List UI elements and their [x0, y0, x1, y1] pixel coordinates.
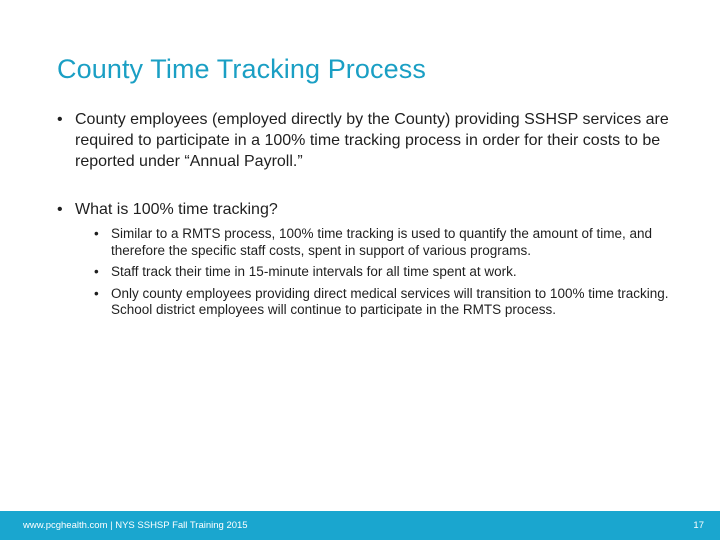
footer-text: www.pcghealth.com | NYS SSHSP Fall Training 2015	[23, 520, 248, 531]
bullet-item	[57, 109, 687, 172]
bullet-icon: •	[94, 264, 99, 279]
bullet-icon: •	[94, 285, 99, 301]
sub-bullet-text: Staff track their time in 15-minute intervals for all time spent at work.	[111, 264, 517, 279]
bullet-icon: •	[94, 226, 99, 241]
sub-bullet-item	[94, 226, 669, 259]
sub-bullet-list	[94, 226, 669, 319]
bullet-item	[57, 199, 687, 220]
sub-bullet-text: Similar to a RMTS process, 100% time tracking is used to quantify the amount of time, and therefore the specific staff costs, spent in support of various programs.	[111, 226, 652, 258]
sub-bullet-item	[94, 286, 669, 319]
bullet-text: What is 100% time tracking?	[75, 201, 278, 218]
footer-bar	[0, 511, 720, 540]
slide-body	[57, 109, 687, 324]
bullet-icon: •	[57, 111, 63, 128]
slide-title: County Time Tracking Process	[57, 54, 426, 84]
bullet-text: County employees (employed directly by the County) providing SSHSP services are required to participate in a 100% time tracking process in order for their costs to be reported under “Annual Payroll.”	[75, 111, 669, 170]
sub-bullet-text: Only county employees providing direct medical services will transition to 100% time tracking. School district employees will continue to participate in the RMTS process.	[111, 285, 669, 317]
sub-bullet-item	[94, 264, 669, 281]
bullet-icon: •	[57, 201, 63, 218]
page-number: 17	[693, 520, 704, 531]
